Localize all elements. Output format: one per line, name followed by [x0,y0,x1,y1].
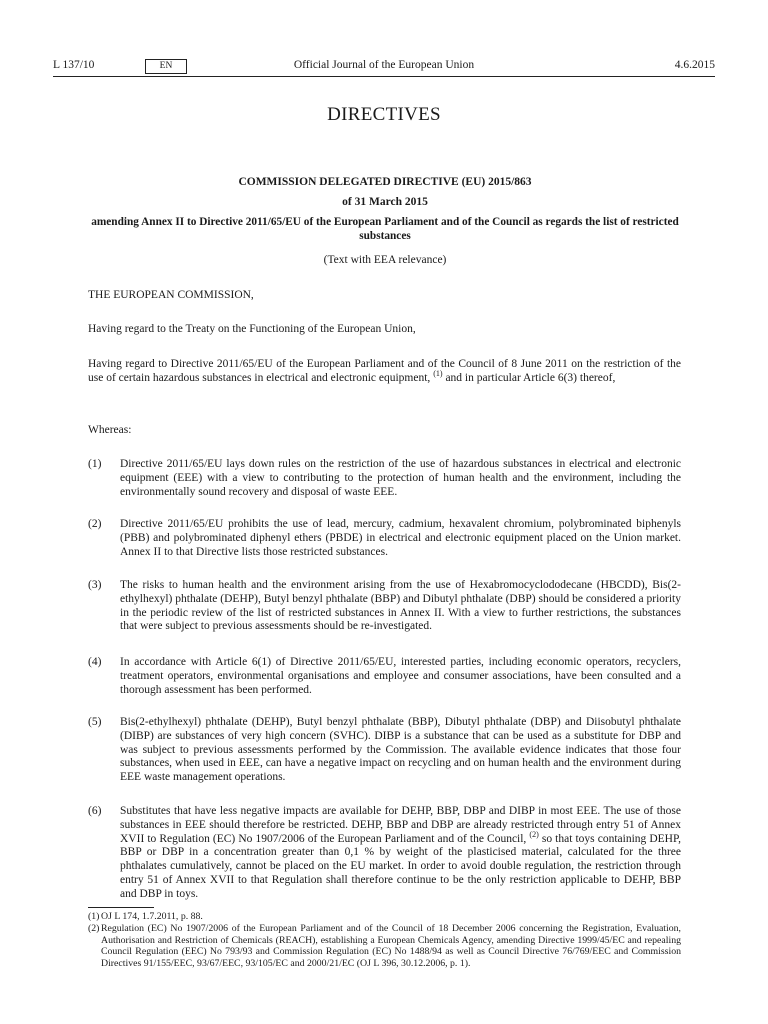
act-title: COMMISSION DELEGATED DIRECTIVE (EU) 2015/863 [238,176,532,188]
publication-date: 4.6.2015 [674,59,715,71]
footnote-reference[interactable]: (2) [529,829,539,839]
recital [88,518,681,559]
recital-number: (5) [88,716,102,728]
recital-text: Directive 2011/65/EU lays down rules on the restriction of the use of hazardous substances in electrical and electronic equipment (EEE) with a view to contributing to the protection of human health and the environment, including the environmentally sound recovery and disposal of waste EEE. [120,458,681,498]
recital-number: (3) [88,579,102,591]
recital-number: (1) [88,458,102,470]
footnote-text: OJ L 174, 1.7.2011, p. 88. [101,911,203,922]
footnote [88,923,681,969]
recital-text: The risks to human health and the environment arising from the use of Hexabromocyclododecane (HBCDD), Bis(2-ethylhexyl) phthalate (DEHP), Butyl benzyl phthalate (BBP) and Dibutyl phthalate (DBP) should be considered a priority in the periodic review of the list of restricted substances in Annex II. With a view to further restrictions, the substances that were subject to previous assessments should be re-investigated. [120,579,681,633]
act-subject: amending Annex II to Directive 2011/65/EU of the European Parliament and of the Council as regards the list of restricted substances [91,216,679,242]
recital-text: In accordance with Article 6(1) of Directive 2011/65/EU, interested parties, including economic operators, recyclers, treatment operators, environmental organisations and employee and consumer associations, have been consulted and a thorough assessment has been performed. [120,656,681,696]
footnote [88,911,681,923]
enacting-body: THE EUROPEAN COMMISSION, [88,289,254,301]
section-title: DIRECTIVES [327,104,441,125]
recital-number: (2) [88,518,102,530]
journal-header [53,58,715,76]
recital [88,458,681,499]
recital [88,656,681,697]
legal-basis-directive: Having regard to Directive 2011/65/EU of the European Parliament and of the Council of 8 June 2011 on the restriction of the use of certain hazardous substances in electrical and electronic equipment, $^{(1)}$ and in particular Article 6(3) thereof, [88,358,681,384]
language-badge: EN [145,59,187,74]
header-divider [53,76,715,77]
footnote-mark: (2) [88,923,100,934]
footnote-divider [88,907,154,908]
recital-number: (6) [88,805,102,817]
act-date: of 31 March 2015 [342,196,428,208]
footnote-mark: (1) [88,911,100,922]
recital [88,805,681,902]
whereas-heading: Whereas: [88,424,132,436]
eea-relevance: (Text with EEA relevance) [323,254,447,266]
page-reference: L 137/10 [53,59,95,71]
recital-number: (4) [88,656,102,668]
footnote-reference[interactable]: (1) [433,368,443,378]
recital-text: Substitutes that have less negative impacts are available for DEHP, BBP, DBP and DIBP in most EEE. The use of those substances in EEE should therefore be restricted. DEHP, BBP and DBP are already restricted through entry 51 of Annex XVII to Regulation (EC) No 1907/2006 of the European Parliament and of the Council, $^{(2)}$ so that toys containing DEHP, BBP or DBP in a concentration greater than 0,1 % by weight of the plasticised material, calculated for the three phthalates cumulatively, cannot be placed on the EU market. In order to avoid double regulation, the restriction through entry 51 of Annex XVII to that Regulation shall therefore continue to be the only restriction applicable to DEHP, BBP and DBP in toys. [120,805,681,900]
journal-title: Official Journal of the European Union [293,59,475,71]
recital [88,716,681,785]
recital [88,579,681,634]
footnote-text: Regulation (EC) No 1907/2006 of the European Parliament and of the Council of 18 December 2006 concerning the Registration, Evaluation, Authorisation and Restriction of Chemicals (REACH), establishing a European Chemicals Agency, amending Directive 1999/45/EC and repealing Council Regulation (EEC) No 793/93 and Commission Regulation (EC) No 1488/94 as well as Council Directive 76/769/EEC and Commission Directives 91/155/EEC, 93/67/EEC, 93/105/EC and 2000/21/EC (OJ L 396, 30.12.2006, p. 1). [101,923,681,969]
recital-text: Directive 2011/65/EU prohibits the use of lead, mercury, cadmium, hexavalent chromium, polybrominated biphenyls (PBB) and polybrominated diphenyl ethers (PBDE) in electrical and electronic equipment placed on the Union market. Annex II to that Directive lists those restricted substances. [120,518,681,558]
recital-text: Bis(2-ethylhexyl) phthalate (DEHP), Butyl benzyl phthalate (BBP), Dibutyl phthalate (DBP) and Diisobutyl phthalate (DIBP) are substances of very high concern (SVHC). DIBP is a substance that can be used as a substitute for DBP and was subject to previous assessments performed by the Commission. The available evidence indicates that those four substances, when used in EEE, can have a negative impact on recycling and on human health and the environment during EEE waste management operations. [120,716,681,784]
legal-basis-treaty: Having regard to the Treaty on the Functioning of the European Union, [88,323,416,335]
